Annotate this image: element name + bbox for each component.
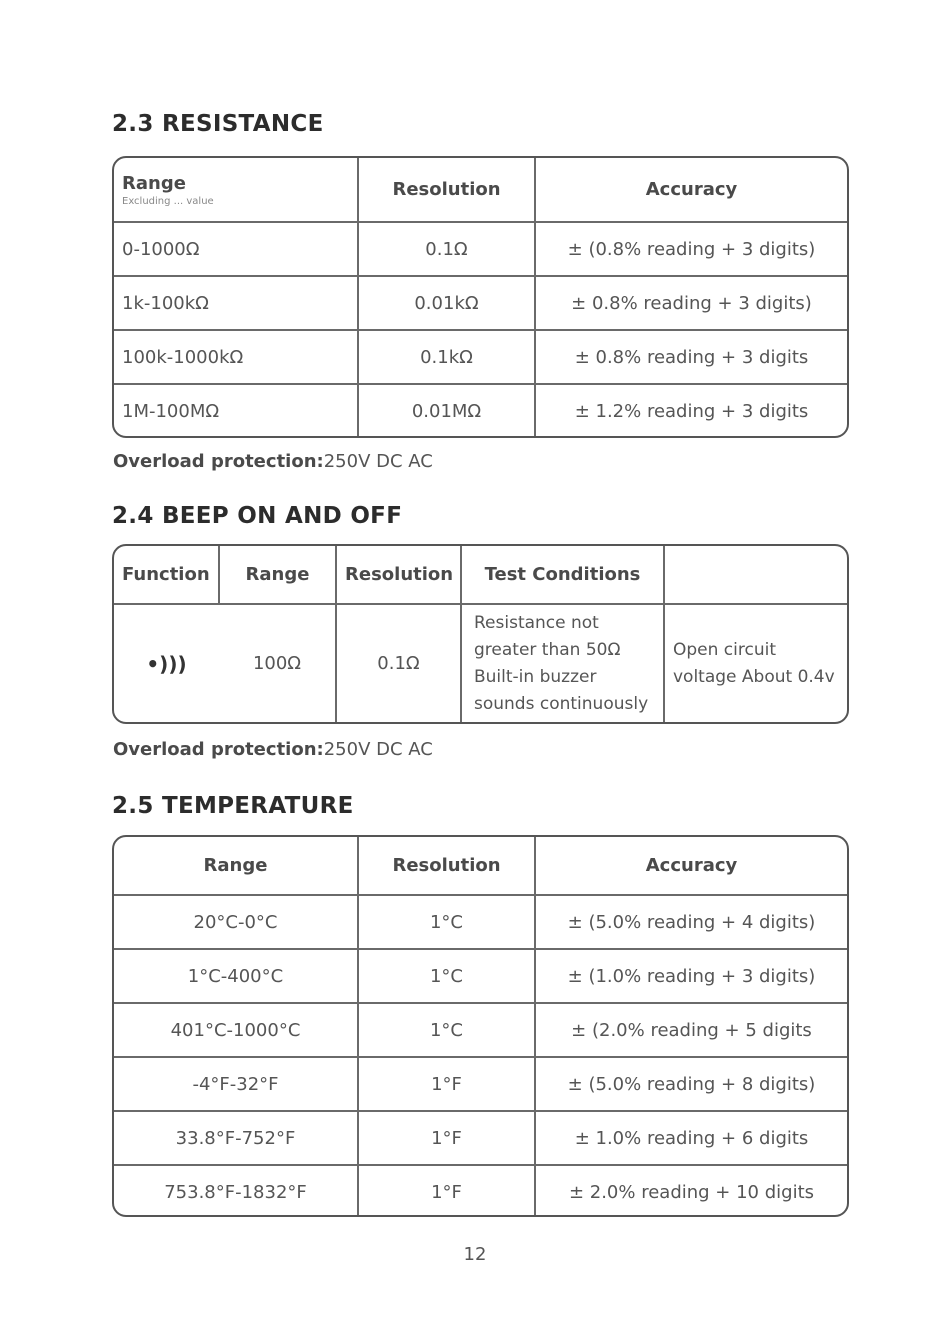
temperature-heading: 2.5 TEMPERATURE — [112, 793, 354, 819]
resolution-cell: 1°F — [358, 1111, 535, 1165]
test-conditions-header: Test Conditions — [461, 546, 664, 604]
temperature-table — [112, 835, 849, 1217]
range-cell: 20°C-0°C — [114, 895, 358, 949]
table-row — [114, 1003, 847, 1057]
function-cell — [114, 604, 219, 722]
page-number: 12 — [463, 1244, 487, 1265]
range-header: Range Excluding ... value — [114, 158, 358, 222]
resolution-cell: 0.1kΩ — [358, 330, 535, 384]
resolution-cell: 0.1Ω — [358, 222, 535, 276]
accuracy-cell: ± (5.0% reading + 8 digits) — [535, 1057, 847, 1111]
beep-heading: 2.4 BEEP ON AND OFF — [112, 503, 403, 529]
resolution-header: Resolution — [358, 837, 535, 895]
range-cell: 401°C-1000°C — [114, 1003, 358, 1057]
accuracy-header: Accuracy — [535, 837, 847, 895]
table-row — [114, 949, 847, 1003]
accuracy-cell: ± (1.0% reading + 3 digits) — [535, 949, 847, 1003]
table-row — [114, 330, 847, 384]
accuracy-cell: ± 2.0% reading + 10 digits — [568, 1182, 815, 1203]
table-row — [114, 895, 847, 949]
resolution-cell: 1°C — [358, 1003, 535, 1057]
accuracy-header: Accuracy — [535, 158, 847, 222]
table-row — [114, 384, 847, 438]
table-row — [114, 276, 847, 330]
function-header: Function — [114, 546, 219, 604]
resolution-cell: 0.01MΩ — [358, 384, 535, 438]
range-header: Range — [219, 546, 336, 604]
resistance-overload-note: Overload protection:250V DC AC — [113, 451, 433, 472]
range-cell: 1M-100MΩ — [114, 384, 358, 438]
table-row — [114, 1165, 847, 1217]
test-conditions-cell: Resistance not greater than 50Ω Built-in buzzer sounds continuously — [461, 604, 664, 722]
resolution-cell: 1°F — [358, 1057, 535, 1111]
range-cell: 0-1000Ω — [114, 222, 358, 276]
resolution-cell: 0.01kΩ — [358, 276, 535, 330]
extra-cell: Open circuit voltage About 0.4v — [673, 639, 835, 687]
range-header: Range — [114, 837, 358, 895]
extra-header — [664, 546, 847, 604]
table-row — [114, 1111, 847, 1165]
resistance-table — [112, 156, 849, 438]
accuracy-cell: ± (2.0% reading + 5 digits — [535, 1003, 847, 1057]
beep-icon: •))) — [146, 651, 187, 676]
accuracy-cell: ± (5.0% reading + 4 digits) — [535, 895, 847, 949]
table-header-row — [114, 158, 847, 222]
range-cell: 1k-100kΩ — [114, 276, 358, 330]
beep-table — [112, 544, 849, 724]
table-header-row — [114, 837, 847, 895]
table-row — [114, 1057, 847, 1111]
resolution-cell: 1°C — [358, 949, 535, 1003]
table-header-row — [114, 546, 847, 604]
resolution-cell: 1°F — [358, 1165, 535, 1217]
resolution-cell: 1°C — [358, 895, 535, 949]
range-cell: 100k-1000kΩ — [114, 330, 358, 384]
accuracy-cell: ± (0.8% reading + 3 digits) — [535, 222, 847, 276]
table-row — [114, 604, 847, 722]
resistance-heading: 2.3 RESISTANCE — [112, 111, 324, 137]
resolution-header: Resolution — [358, 158, 535, 222]
range-subheader: Excluding ... value — [122, 195, 214, 207]
table-row — [114, 222, 847, 276]
accuracy-cell: ± 1.0% reading + 6 digits — [535, 1111, 847, 1165]
range-cell: -4°F-32°F — [114, 1057, 358, 1111]
range-cell: 1°C-400°C — [114, 949, 358, 1003]
range-cell: 33.8°F-752°F — [114, 1111, 358, 1165]
accuracy-cell: ± 1.2% reading + 3 digits — [574, 401, 809, 422]
accuracy-cell: ± 0.8% reading + 3 digits — [535, 330, 847, 384]
accuracy-cell: ± 0.8% reading + 3 digits) — [535, 276, 847, 330]
beep-overload-note: Overload protection:250V DC AC — [113, 739, 433, 760]
range-cell: 753.8°F-1832°F — [114, 1165, 358, 1217]
resolution-cell: 0.1Ω — [336, 604, 461, 722]
resolution-header: Resolution — [336, 546, 461, 604]
range-cell: 100Ω — [219, 604, 336, 722]
